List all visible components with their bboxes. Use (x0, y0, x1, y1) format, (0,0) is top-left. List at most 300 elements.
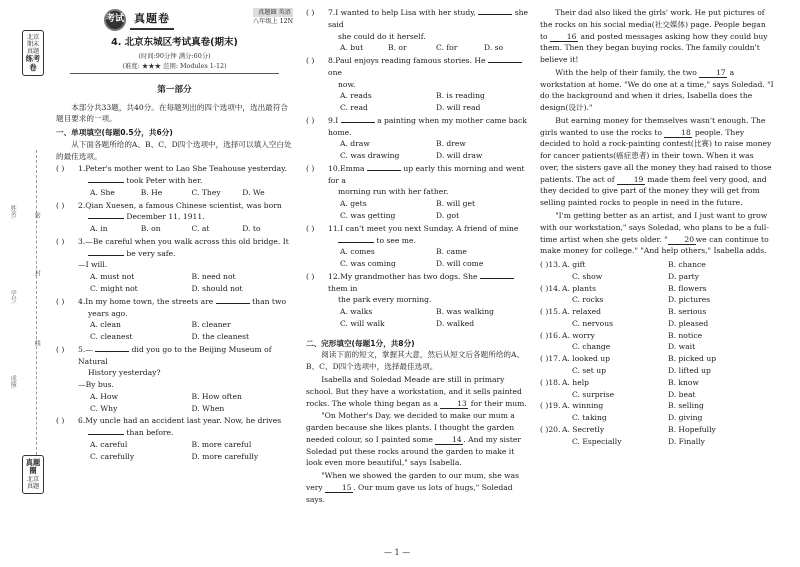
question-text-part: Paul enjoys reading famous stories. He (335, 56, 488, 66)
answer-paren[interactable]: ( ) (306, 223, 315, 233)
question-dialog-line: —By bus. (78, 380, 114, 390)
option-choice[interactable]: C. change (572, 342, 611, 352)
passage-text: "On Mother's Day, we decided to make our mum a garden because she likes plants. I thought the garden needed colour, so I painted some (306, 411, 515, 444)
question-options (306, 246, 532, 270)
cloze-label[interactable]: ( )16. (540, 330, 561, 340)
question-stem (56, 163, 293, 187)
answer-paren[interactable]: ( ) (306, 56, 315, 66)
option-choice[interactable]: A. How (90, 391, 119, 401)
question-options (306, 138, 532, 162)
exam-time-score: (时间:90分钟 满分:60分) (138, 51, 211, 60)
question-text-part: I can't meet you next Sunday. A friend of mine (340, 223, 519, 233)
question-text (78, 415, 293, 439)
option-choice[interactable]: A. gets (340, 199, 367, 209)
answer-blank[interactable] (480, 278, 514, 279)
question-line (78, 427, 293, 439)
option-choice[interactable]: A. looked up (562, 354, 611, 364)
blank-14[interactable]: 14 (435, 435, 463, 445)
option-choice[interactable]: C. will walk (340, 318, 385, 328)
question-text-part: I wanted to help Lisa with her study, (335, 8, 479, 17)
option-choice[interactable]: D. so (484, 43, 504, 53)
score-label: 成绩: (9, 375, 17, 390)
cloze-options-list (540, 259, 774, 447)
option-choice[interactable]: A. in (90, 224, 108, 234)
question-text (328, 55, 532, 90)
blank-17[interactable]: 17 (699, 68, 727, 78)
option-choice[interactable]: B. chance (668, 260, 706, 270)
option-choice[interactable]: B. or (388, 43, 407, 53)
option-choice[interactable]: C. Especially (572, 436, 622, 446)
question-stem (306, 271, 532, 306)
option-choice[interactable]: C. for (436, 43, 458, 53)
answer-paren[interactable]: ( ) (306, 8, 315, 17)
question-line (78, 308, 293, 320)
part-intro: 本部分共33题，共40分。在每题列出的四个选项中，选出最符合题目要求的一项。 (56, 102, 288, 124)
question-text-part: Qian Xuesen, a famous Chinese scientist, was born (85, 200, 282, 210)
question-text-part: she could do it herself. (338, 31, 426, 41)
question-line (78, 175, 293, 187)
question-text-part: — (85, 344, 96, 354)
badge-bottom-line1: 真题圈 (25, 458, 41, 476)
option-choice[interactable]: D. party (668, 271, 700, 281)
question-line (78, 296, 293, 308)
option-choice[interactable]: C. Why (90, 403, 118, 413)
question-stem (306, 163, 532, 198)
question-text-part: years ago. (88, 308, 128, 318)
option-choice[interactable]: D. to (242, 224, 261, 234)
cloze-item (540, 283, 774, 307)
cloze-label[interactable]: ( )19. (540, 401, 561, 411)
passage-text: . Our mum gave us lots of hugs," Soledad says. (306, 482, 513, 504)
question-line (328, 294, 532, 306)
question-item (306, 115, 532, 162)
question-text (78, 296, 293, 320)
question-line (328, 55, 532, 79)
answer-paren[interactable]: ( ) (56, 164, 65, 174)
option-choice[interactable]: C. might not (90, 284, 138, 294)
answer-blank[interactable] (88, 182, 124, 183)
name-label: 姓名: (9, 205, 17, 220)
question-text-part: she said (328, 8, 529, 29)
question-stem (56, 344, 293, 391)
question-text-part: My uncle had an accident last year. Now, he drives (85, 416, 282, 426)
option-choice[interactable]: B. selling (668, 401, 704, 411)
question-stem (306, 55, 532, 90)
passage-text: "I'm getting better as an artist, and I just want to grow with our workstation," says Soledad, who plans to be a full-time artist when she gets older. " (540, 211, 769, 244)
option-choice[interactable]: B. will get (436, 199, 476, 209)
cut-line (36, 150, 37, 480)
question-text (78, 344, 293, 391)
question-item (56, 200, 293, 235)
cloze-item (540, 353, 774, 377)
passage-text: for their mum. (470, 398, 527, 408)
blank-16[interactable]: 16 (550, 32, 578, 42)
id-label: 学号: (9, 290, 17, 305)
option-choice[interactable]: A. clean (90, 320, 121, 330)
exam-title: 4. 北京东城区考试真卷(期末) (111, 37, 238, 48)
option-choice[interactable]: D. lifted up (668, 365, 711, 375)
blank-15[interactable]: 15 (325, 483, 353, 493)
cloze-label[interactable]: ( )13. (540, 260, 561, 270)
section2-intro: 阅读下面的短文，掌握其大意，然后从短文后各题所给的A、B、C、D四个选项中，选择最佳选项。 (306, 350, 525, 372)
option-choice[interactable]: D. will draw (436, 151, 483, 161)
option-choice[interactable]: B. How often (191, 391, 242, 401)
answer-paren[interactable]: ( ) (306, 115, 315, 125)
question-text-part: took Peter with her. (124, 176, 203, 186)
option-choice[interactable]: C. set up (572, 365, 606, 375)
question-text-part: be very safe. (124, 248, 176, 258)
option-choice[interactable]: A. She (90, 187, 115, 197)
blank-19[interactable]: 19 (617, 175, 645, 185)
question-line (78, 344, 293, 368)
question-text-part: than two (249, 296, 287, 306)
question-item (306, 223, 532, 270)
answer-paren[interactable]: ( ) (56, 236, 65, 246)
question-line (78, 248, 293, 260)
passage-text: made them feel very good, and they decided to give part of the money they will get from selling painted rocks to people in need in the future. (540, 174, 767, 208)
question-item (306, 7, 532, 54)
blank-18[interactable]: 18 (664, 128, 692, 138)
meta-subject: 真题圈 英语 (253, 8, 293, 17)
option-choice[interactable]: B. Hopefully (668, 424, 716, 434)
question-options (56, 187, 293, 199)
question-item (306, 55, 532, 114)
question-text-part: I (335, 115, 341, 125)
option-choice[interactable]: A. careful (90, 439, 128, 449)
question-line (78, 163, 293, 175)
option-choice[interactable]: B. more careful (191, 439, 252, 449)
brand-logo-icon: 考试 (104, 9, 126, 31)
cloze-item (540, 424, 774, 448)
question-line (328, 271, 532, 295)
option-choice[interactable]: A. Secretly (562, 424, 605, 434)
option-choice[interactable]: A. comes (340, 247, 375, 257)
question-dialog-line: —I will. (78, 260, 108, 270)
question-line (328, 163, 532, 187)
question-line (78, 211, 293, 223)
question-options (306, 198, 532, 222)
question-number: 4. (78, 296, 86, 306)
question-line (328, 79, 532, 91)
answer-blank[interactable] (488, 62, 522, 63)
question-line (328, 186, 532, 198)
question-text (328, 223, 532, 247)
question-options (56, 391, 293, 415)
question-text (78, 200, 293, 224)
question-number: 8. (328, 56, 336, 66)
option-choice[interactable]: A. gift (562, 260, 586, 270)
question-stem (306, 7, 532, 42)
cloze-label[interactable]: ( )15. (540, 307, 561, 317)
question-item (56, 415, 293, 462)
answer-paren[interactable]: ( ) (56, 344, 65, 354)
option-choice[interactable]: A. winning (562, 401, 604, 411)
exam-difficulty-scope: (难度: ★★★ 范围: Modules 1-12) (70, 61, 279, 74)
section1-title: 一、单项填空(每题0.5分，共6分) (56, 128, 173, 138)
option-choice[interactable]: D. pleased (668, 318, 709, 328)
passage-paragraph-3 (306, 470, 532, 505)
passage-paragraph-1 (306, 374, 532, 409)
question-number: 7. (328, 8, 336, 17)
question-text-part: one (328, 67, 342, 77)
question-text-part: History yesterday? (88, 368, 161, 378)
question-number: 2. (78, 200, 86, 210)
question-text-part: now. (338, 79, 356, 89)
question-text-part: My grandmother has two dogs. She (340, 271, 480, 281)
answer-blank[interactable] (88, 255, 124, 256)
answer-blank[interactable] (216, 303, 250, 304)
option-choice[interactable]: B. picked up (668, 354, 717, 364)
question-text (78, 236, 293, 271)
option-choice[interactable]: B. cleaner (191, 320, 231, 330)
option-choice[interactable]: A. worry (562, 330, 595, 340)
badge-top-line2: 练考卷 (25, 54, 41, 72)
option-choice[interactable]: C. surprise (572, 389, 615, 399)
question-line (328, 7, 532, 31)
option-choice[interactable]: D. We (242, 187, 265, 197)
answer-blank[interactable] (88, 218, 124, 219)
part-title: 第一部分 (157, 85, 192, 96)
question-text (328, 271, 532, 306)
cloze-item (540, 306, 774, 330)
question-options (306, 42, 532, 54)
question-number: 12. (328, 271, 341, 281)
option-choice[interactable]: B. drew (436, 139, 466, 149)
option-choice[interactable]: B. need not (191, 272, 236, 282)
page-number: — 1 — (384, 548, 411, 557)
question-item (56, 296, 293, 343)
answer-paren[interactable]: ( ) (306, 163, 315, 173)
option-choice[interactable]: C. was drawing (340, 151, 400, 161)
passage-text: With the help of their family, the two (555, 67, 697, 77)
question-text-part: them in (328, 283, 358, 293)
question-text-part: the park every morning. (338, 295, 432, 305)
question-number: 3. (78, 236, 86, 246)
question-line (328, 223, 532, 235)
question-number: 1. (78, 164, 86, 174)
cloze-item (540, 259, 774, 283)
question-line (328, 31, 532, 43)
question-list-middle (306, 7, 532, 330)
question-line (78, 200, 293, 212)
question-text-part: Peter's mother went to Lao She Teahouse yesterday. (85, 164, 287, 174)
option-choice[interactable]: C. rocks (572, 295, 604, 305)
option-choice[interactable]: C. carefully (90, 451, 135, 461)
answer-paren[interactable]: ( ) (56, 416, 65, 426)
question-options (56, 223, 293, 235)
question-text (328, 163, 532, 198)
question-text-part: morning run with her father. (338, 187, 449, 197)
option-choice[interactable]: D. pictures (668, 295, 711, 305)
option-choice[interactable]: A. walks (340, 307, 373, 317)
question-text (78, 163, 293, 187)
question-text-part: —Be careful when you walk across this old bridge. It (85, 236, 289, 246)
answer-blank[interactable] (338, 242, 374, 243)
option-choice[interactable]: B. came (436, 247, 467, 257)
cut-mark-1: 密 (33, 212, 41, 218)
question-stem (56, 200, 293, 224)
question-item (56, 344, 293, 415)
question-line (328, 115, 532, 139)
question-text-part: In my home town, the streets are (85, 296, 216, 306)
question-number: 6. (78, 416, 86, 426)
answer-blank[interactable] (367, 170, 401, 171)
passage-text: and posted messages asking how they could buy them. Then they began buying rocks. The family couldn't believe it! (540, 31, 768, 65)
question-options (306, 306, 532, 330)
passage-text: Isabella and Soledad Meade are still in primary school. But they have a workstation, and it sells painted rocks. The whole thing began as a (306, 374, 522, 408)
question-line (78, 236, 293, 248)
question-line (78, 415, 293, 427)
option-choice[interactable]: A. but (340, 43, 364, 53)
question-options (306, 90, 532, 114)
option-choice[interactable]: C. taking (572, 413, 607, 423)
option-choice[interactable]: D. should not (191, 284, 243, 294)
question-number: 11. (328, 223, 341, 233)
option-choice[interactable]: C. nervous (572, 318, 614, 328)
option-choice[interactable]: B. He (140, 187, 163, 197)
question-line (328, 235, 532, 247)
question-text (328, 7, 532, 42)
question-line (78, 367, 293, 379)
question-text-part: Emma (340, 163, 367, 173)
option-choice[interactable]: C. They (191, 187, 221, 197)
passage-paragraph-7 (540, 210, 774, 257)
question-number: 5. (78, 344, 86, 354)
banner-title: 真题卷 (130, 10, 174, 29)
badge-bottom-line2: 北京真题 (26, 475, 40, 490)
passage-paragraph-2 (306, 410, 532, 469)
binding-strip (0, 0, 50, 567)
passage-text: But earning money for themselves wasn't enough. The girls wanted to use the rocks to (540, 115, 766, 137)
question-stem (306, 223, 532, 247)
option-choice[interactable]: D. Finally (668, 436, 705, 446)
question-number: 10. (328, 163, 341, 173)
question-text-part: a painting when my mother came back home. (328, 115, 527, 137)
question-stem (306, 115, 532, 139)
answer-blank[interactable] (95, 351, 129, 352)
option-choice[interactable]: A. draw (340, 139, 370, 149)
passage-text: "When we showed the garden to our mum, she was very (306, 471, 520, 492)
option-choice[interactable]: A. relaxed (562, 307, 602, 317)
question-text-part: up early this morning and went for a (328, 163, 525, 185)
page-header (56, 6, 293, 34)
blank-13[interactable]: 13 (440, 399, 468, 409)
option-choice[interactable]: D. will come (436, 259, 484, 269)
column-middle (306, 6, 532, 505)
column-right (540, 6, 774, 447)
answer-paren[interactable]: ( ) (56, 200, 65, 210)
question-options (56, 439, 293, 463)
option-choice[interactable]: C. at (191, 224, 210, 234)
option-choice[interactable]: A. help (562, 377, 589, 387)
answer-blank[interactable] (88, 434, 124, 435)
answer-blank[interactable] (478, 14, 512, 15)
answer-paren[interactable]: ( ) (306, 271, 315, 281)
option-choice[interactable]: A. plants (562, 283, 596, 293)
option-choice[interactable]: A. reads (340, 91, 372, 101)
passage-text: a workstation at home. "We do one at a time," says Soledad. "I do the background and when it dries, Isabella does the design(设计)." (540, 67, 774, 113)
option-choice[interactable]: A. must not (90, 272, 135, 282)
passage-text: . And my sister Soledad put these rocks around the garden to make it look even more beautiful," says Isabella. (306, 434, 522, 468)
option-choice[interactable]: C. show (572, 271, 603, 281)
question-text (328, 115, 532, 139)
passage-text: Their dad also liked the girls' work. He put pictures of the rocks on his social media(社交媒体) page. People began to (540, 8, 766, 41)
option-choice[interactable]: D. When (191, 403, 225, 413)
question-text-part: did you go to the Beijing Museum of Natural (78, 344, 272, 366)
passage-paragraph-4 (540, 7, 774, 66)
badge-top-line1: 北京期末真题 (26, 34, 40, 56)
blank-20[interactable]: 20 (668, 235, 696, 245)
question-number: 9. (328, 115, 336, 125)
cloze-item (540, 330, 774, 354)
option-choice[interactable]: D. giving (668, 413, 703, 423)
passage-paragraph-5 (540, 67, 774, 114)
cloze-label[interactable]: ( )18. (540, 377, 561, 387)
answer-blank[interactable] (341, 122, 375, 123)
option-choice[interactable]: B. flowers (668, 283, 707, 293)
cloze-item (540, 377, 774, 401)
question-stem (56, 415, 293, 439)
section1-intro: 从下面各题所给的A、B、C、D四个选项中，选择可以填入空白处的最佳选项。 (56, 139, 292, 161)
option-choice[interactable]: D. the cleanest (191, 332, 250, 342)
question-options (56, 319, 293, 343)
option-choice[interactable]: B. was walking (436, 307, 494, 317)
option-choice[interactable]: D. more carefully (191, 451, 259, 461)
option-choice[interactable]: C. read (340, 103, 368, 113)
question-item (56, 163, 293, 198)
question-text-part: to see me. (374, 235, 416, 245)
option-choice[interactable]: D. got (436, 211, 460, 221)
column-left (56, 6, 293, 463)
question-text-part: than before. (124, 428, 174, 438)
option-choice[interactable]: D. beat (668, 389, 696, 399)
option-choice[interactable]: D. will read (436, 103, 481, 113)
cloze-label[interactable]: ( )17. (540, 354, 561, 364)
brand-badge-top (22, 30, 44, 76)
option-choice[interactable]: B. serious (668, 307, 707, 317)
question-item (56, 236, 293, 295)
option-choice[interactable]: D. walked (436, 318, 475, 328)
option-choice[interactable]: B. notice (668, 330, 703, 340)
question-stem (56, 236, 293, 271)
brand-badge-bottom (22, 455, 44, 494)
cut-mark-2: 封 (33, 270, 41, 276)
passage-paragraph-6 (540, 115, 774, 209)
option-choice[interactable]: B. know (668, 377, 699, 387)
cloze-label[interactable]: ( )20. (540, 424, 561, 434)
answer-paren[interactable]: ( ) (56, 296, 65, 306)
passage-text: we can continue to make money for college." "And help others," Isabella adds. (540, 234, 769, 256)
passage-text: people. They decided to hold a rock-painting contest(比赛) to raise money for cancer patients(癌症患者) in their town. When it was over, the sisters gave all the money they had raised to those patients. The act of (540, 127, 772, 184)
meta-grade: 八年级上 12N (252, 18, 293, 26)
option-choice[interactable]: B. on (140, 224, 161, 234)
cloze-item (540, 400, 774, 424)
question-text-part: December 11, 1911. (124, 212, 205, 222)
cut-mark-3: 线 (33, 340, 41, 346)
question-list-left (56, 163, 293, 462)
option-choice[interactable]: D. wait (668, 342, 696, 352)
exam-banner (104, 9, 174, 31)
option-choice[interactable]: B. is reading (436, 91, 485, 101)
header-meta (253, 6, 293, 27)
option-choice[interactable]: C. was coming (340, 259, 396, 269)
option-choice[interactable]: C. cleanest (90, 332, 133, 342)
cloze-label[interactable]: ( )14. (540, 283, 561, 293)
question-item (306, 163, 532, 222)
question-stem (56, 296, 293, 320)
option-choice[interactable]: C. was getting (340, 211, 396, 221)
section2-title: 二、完形填空(每题1分，共8分) (306, 338, 415, 348)
